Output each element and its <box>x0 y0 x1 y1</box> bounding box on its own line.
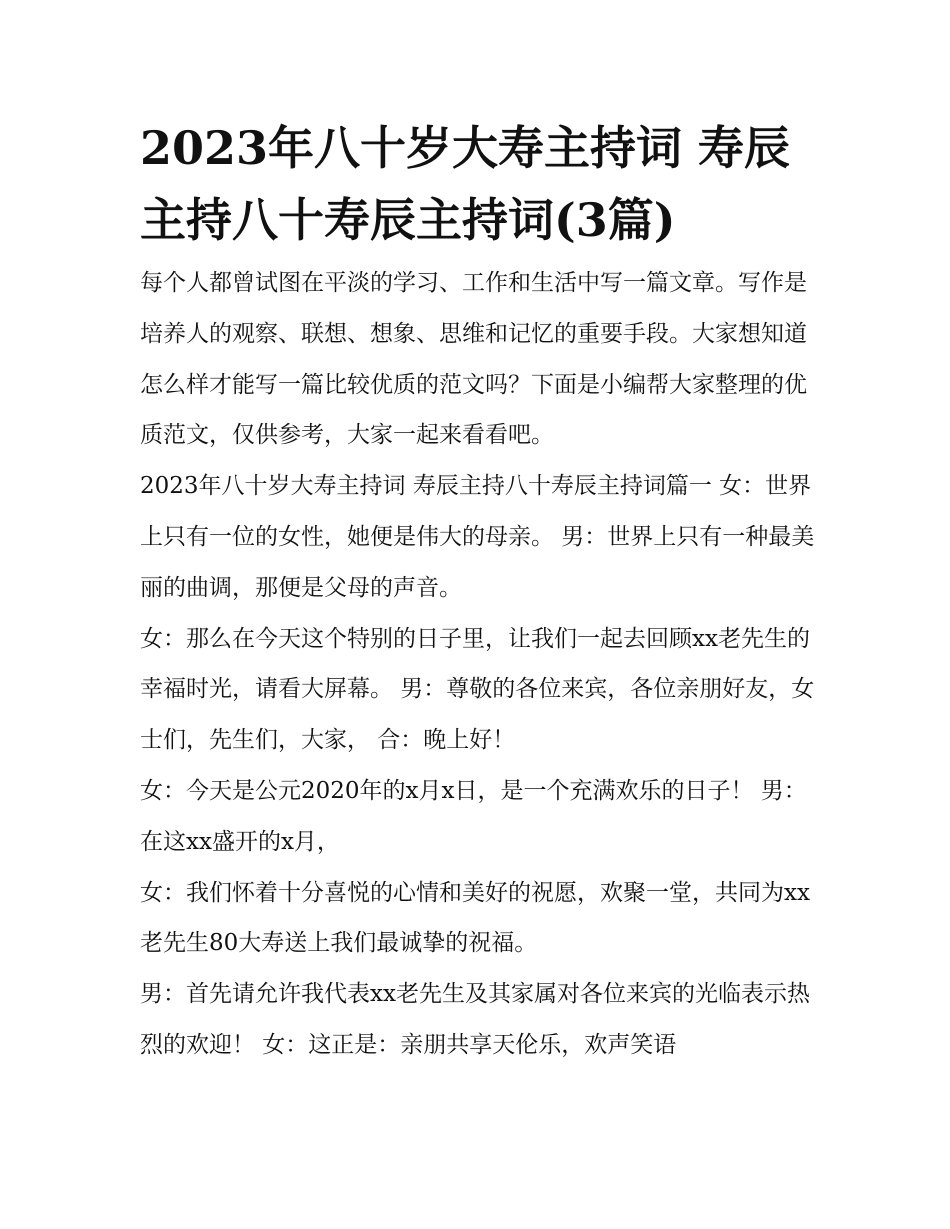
body-paragraph-1: 2023年八十岁大寿主持词 寿辰主持八十寿辰主持词篇一 女：世界上只有一位的女性，她便是伟大的母亲。 男：世界上只有一种最美丽的曲调，那便是父母的声音。 <box>140 473 815 601</box>
body-paragraph-5: 男：首先请允许我代表xx老先生及其家属对各位来宾的光临表示热烈的欢迎！ 女：这正是：亲朋共享天伦乐，欢声笑语 <box>140 981 810 1058</box>
document-title: 2023年八十岁大寿主持词 寿辰主持八十寿辰主持词(3篇) <box>140 121 791 247</box>
intro-paragraph: 每个人都曾试图在平淡的学习、工作和生活中写一篇文章。写作是培养人的观察、联想、想象、思维和记忆的重要手段。大家想知道怎么样才能写一篇比较优质的范文吗？下面是小编帮大家整理的优质范文，仅供参考，大家一起来看看吧。 <box>140 270 807 449</box>
body-paragraph-3: 女：今天是公元2020年的x月x日，是一个充满欢乐的日子！ 男：在这xx盛开的x月， <box>140 777 807 855</box>
body-paragraph-2: 女：那么在今天这个特别的日子里，让我们一起去回顾xx老先生的幸福时光，请看大屏幕。 男：尊敬的各位来宾，各位亲朋好友，女士们，先生们，大家， 合：晚上好！ <box>140 625 815 754</box>
body-paragraph-4: 女：我们怀着十分喜悦的心情和美好的祝愿，欢聚一堂，共同为xx老先生80大寿送上我们最诚挚的祝福。 <box>140 879 810 957</box>
document-page <box>140 112 820 1071</box>
